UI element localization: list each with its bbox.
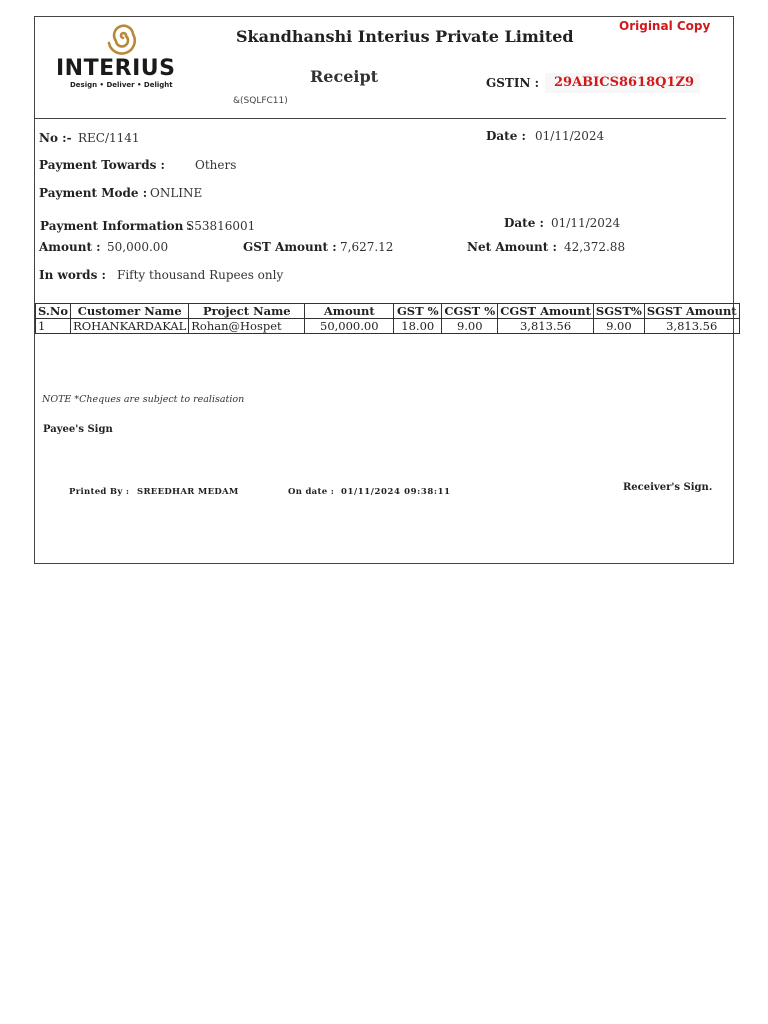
cell-cgst-percent: 9.00	[442, 319, 498, 334]
in-words-label: In words :	[39, 268, 106, 282]
net-amount-label: Net Amount :	[467, 240, 557, 254]
doc-code: &(SQLFC11)	[233, 96, 288, 106]
printed-by-value: SREEDHAR MEDAM	[137, 487, 239, 497]
gstin-value: 29ABICS8618Q1Z9	[554, 75, 695, 90]
company-logo	[46, 20, 184, 96]
payee-sign-label: Payee's Sign	[43, 424, 113, 435]
payment-info-value: S53816001	[186, 219, 256, 233]
receipt-no-value: REC/1141	[78, 131, 140, 145]
company-name: Skandhanshi Interius Private Limited	[236, 27, 574, 46]
payment-towards-label: Payment Towards :	[39, 158, 165, 172]
cell-sgst-percent: 9.00	[593, 319, 644, 334]
col-header-sgst-percent: SGST%	[593, 304, 644, 319]
cell-cgst-amount: 3,813.56	[498, 319, 594, 334]
col-header-gst-percent: GST %	[394, 304, 442, 319]
logo-tagline: Design • Deliver • Delight	[70, 81, 173, 89]
payment-mode-value: ONLINE	[150, 186, 203, 200]
payment-mode-label: Payment Mode :	[39, 186, 148, 200]
cell-customer-name: ROHANKARDAKAL	[71, 319, 189, 334]
in-words-value: Fifty thousand Rupees only	[117, 268, 284, 282]
on-date-label: On date :	[288, 487, 335, 497]
net-amount-value: 42,372.88	[564, 240, 626, 254]
logo-wordmark: INTERIUS	[56, 56, 176, 81]
receipt-date-value: 01/11/2024	[535, 129, 605, 143]
col-header-cgst-percent: CGST %	[442, 304, 498, 319]
items-table	[35, 303, 740, 334]
col-header-sgst-amount: SGST Amount	[644, 304, 739, 319]
amount-value: 50,000.00	[107, 240, 169, 254]
table-row	[36, 319, 740, 334]
cell-amount: 50,000.00	[305, 319, 394, 334]
payment-date-label: Date :	[504, 216, 544, 230]
payment-date-value: 01/11/2024	[551, 216, 621, 230]
gst-amount-value: 7,627.12	[340, 240, 394, 254]
spiral-logo-icon	[98, 20, 148, 56]
receipt-date-label: Date :	[486, 129, 526, 143]
payment-info-label: Payment Information :	[40, 219, 192, 233]
cheque-note: NOTE *Cheques are subject to realisation	[42, 394, 245, 405]
col-header-sno: S.No	[36, 304, 71, 319]
cell-gst-percent: 18.00	[394, 319, 442, 334]
col-header-amount: Amount	[305, 304, 394, 319]
col-header-cgst-amount: CGST Amount	[498, 304, 594, 319]
gstin-label: GSTIN :	[486, 76, 540, 90]
copy-label: Original Copy	[619, 19, 711, 33]
header-divider	[34, 118, 726, 119]
cell-sgst-amount: 3,813.56	[644, 319, 739, 334]
doc-title: Receipt	[310, 67, 379, 86]
amount-label: Amount :	[39, 240, 101, 254]
printed-by-label: Printed By :	[69, 487, 130, 497]
table-header-row	[36, 304, 740, 319]
payment-towards-value: Others	[195, 158, 237, 172]
gst-amount-label: GST Amount :	[243, 240, 337, 254]
receipt-no-label: No :-	[39, 131, 72, 145]
cell-sno: 1	[36, 319, 71, 334]
col-header-project-name: Project Name	[189, 304, 305, 319]
on-date-value: 01/11/2024 09:38:11	[341, 487, 451, 497]
receiver-sign-label: Receiver's Sign.	[623, 482, 713, 493]
cell-project-name: Rohan@Hospet	[189, 319, 305, 334]
col-header-customer-name: Customer Name	[71, 304, 189, 319]
